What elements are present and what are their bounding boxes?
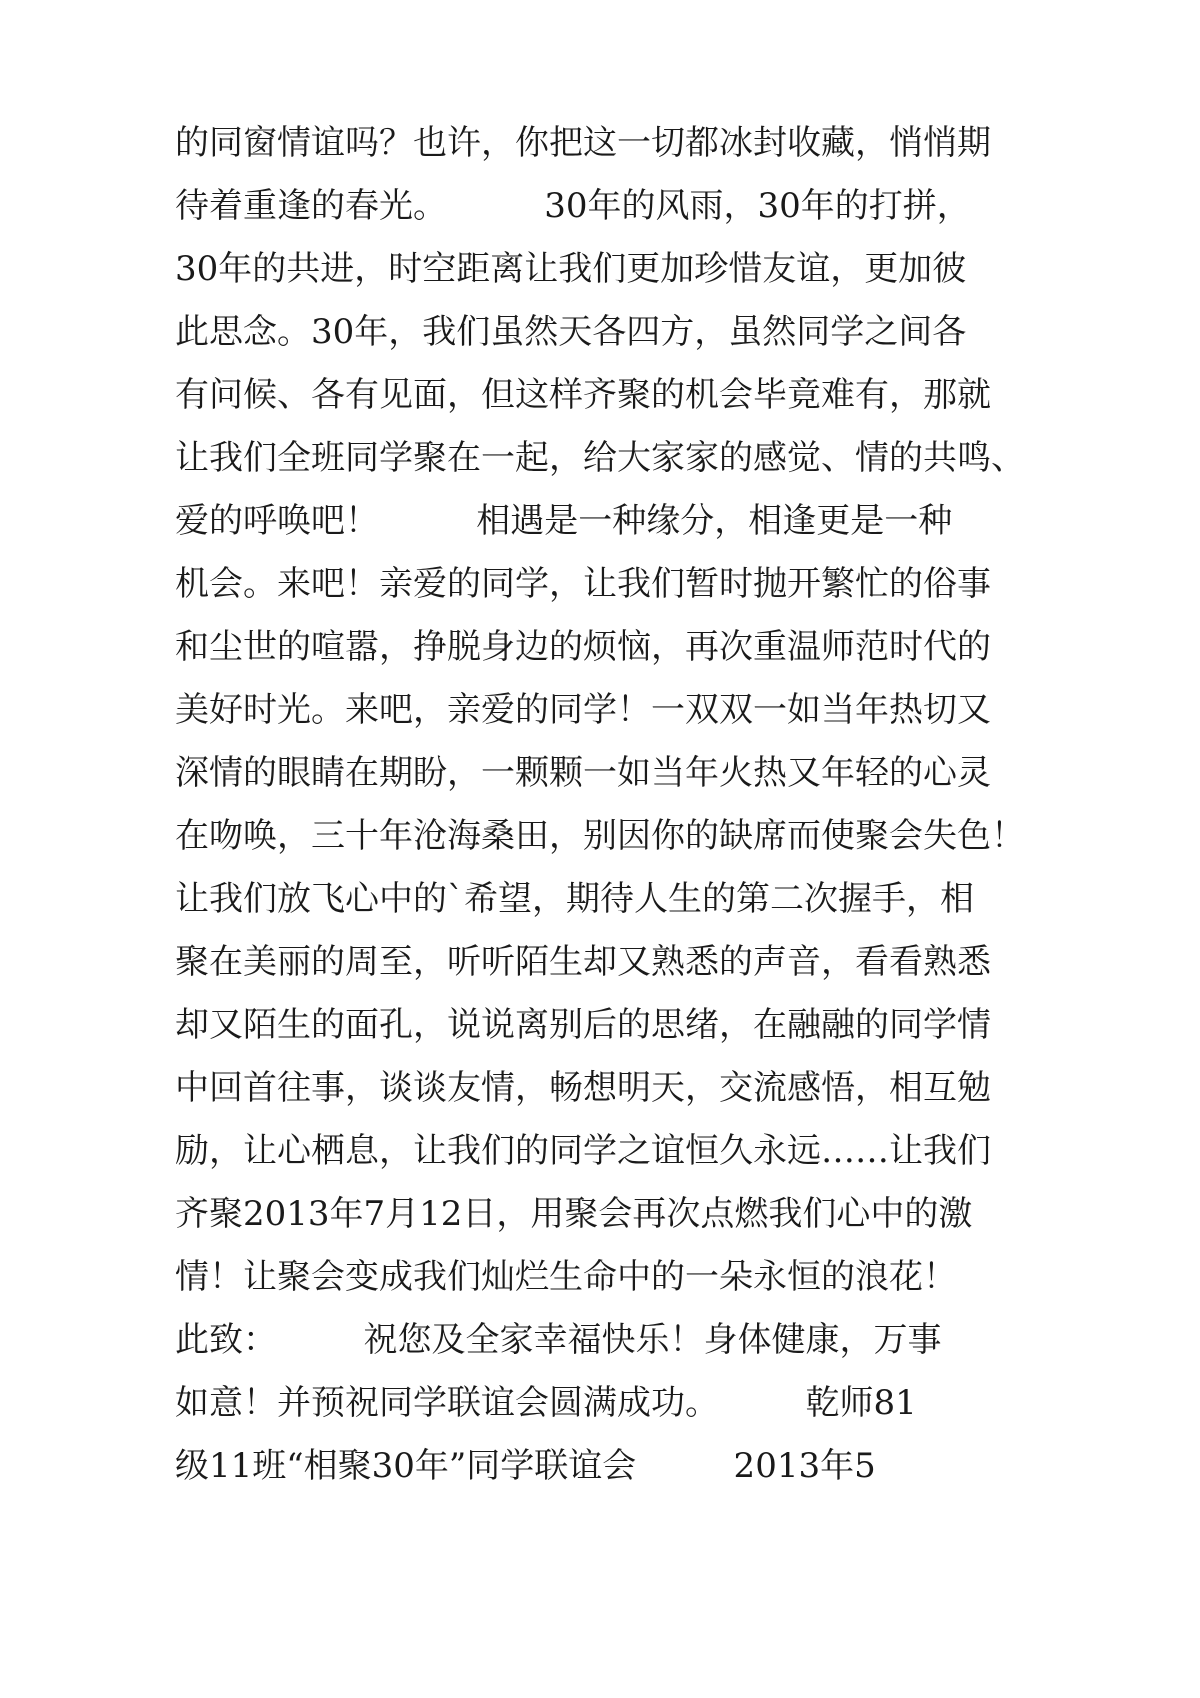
text-line: 此思念。30年，我们虽然天各四方，虽然同学之间各: [175, 312, 967, 352]
text-line: 励，让心栖息，让我们的同学之谊恒久永远……让我们: [175, 1131, 991, 1171]
text-line: 情！让聚会变成我们灿烂生命中的一朵永恒的浪花！: [175, 1257, 957, 1297]
text-line: 齐聚2013年7月12日，用聚会再次点燃我们心中的激: [175, 1194, 973, 1234]
text-line: 美好时光。来吧，亲爱的同学！一双双一如当年热切又: [175, 690, 991, 730]
text-line: 30年的共进，时空距离让我们更加珍惜友谊，更加彼: [175, 249, 967, 289]
signature-line: 级11班“相聚30年”同学联谊会 2013年5: [175, 1446, 876, 1486]
text-line: 中回首往事，谈谈友情，畅想明天，交流感悟，相互勉: [175, 1068, 991, 1108]
text-line: 深情的眼睛在期盼，一颗颗一如当年火热又年轻的心灵: [175, 753, 991, 793]
text-line: 待着重逢的春光。 30年的风雨，30年的打拼，: [175, 186, 971, 226]
text-line: 让我们放飞心中的`希望，期待人生的第二次握手，相: [175, 879, 974, 919]
closing-line: 如意！并预祝同学联谊会圆满成功。 乾师81: [175, 1383, 917, 1423]
text-line: 有问候、各有见面，但这样齐聚的机会毕竟难有，那就: [175, 375, 991, 415]
text-line: 和尘世的喧嚣，挣脱身边的烦恼，再次重温师范时代的: [175, 627, 991, 667]
text-line: 却又陌生的面孔，说说离别后的思绪，在融融的同学情: [175, 1005, 991, 1045]
body-text: [175, 112, 1035, 1498]
text-line: 在吻唤，三十年沧海桑田，别因你的缺席而使聚会失色！: [175, 816, 1025, 856]
text-line: 的同窗情谊吗？也许，你把这一切都冰封收藏，悄悄期: [175, 123, 991, 163]
text-line: 让我们全班同学聚在一起，给大家家的感觉、情的共鸣、: [175, 438, 1025, 478]
text-line: 聚在美丽的周至，听听陌生却又熟悉的声音，看看熟悉: [175, 942, 991, 982]
text-line: 机会。来吧！亲爱的同学，让我们暂时抛开繁忙的俗事: [175, 564, 991, 604]
text-line: 爱的呼唤吧！ 相遇是一种缘分，相逢更是一种: [175, 501, 953, 541]
closing-line: 此致： 祝您及全家幸福快乐！身体健康，万事: [175, 1320, 942, 1360]
